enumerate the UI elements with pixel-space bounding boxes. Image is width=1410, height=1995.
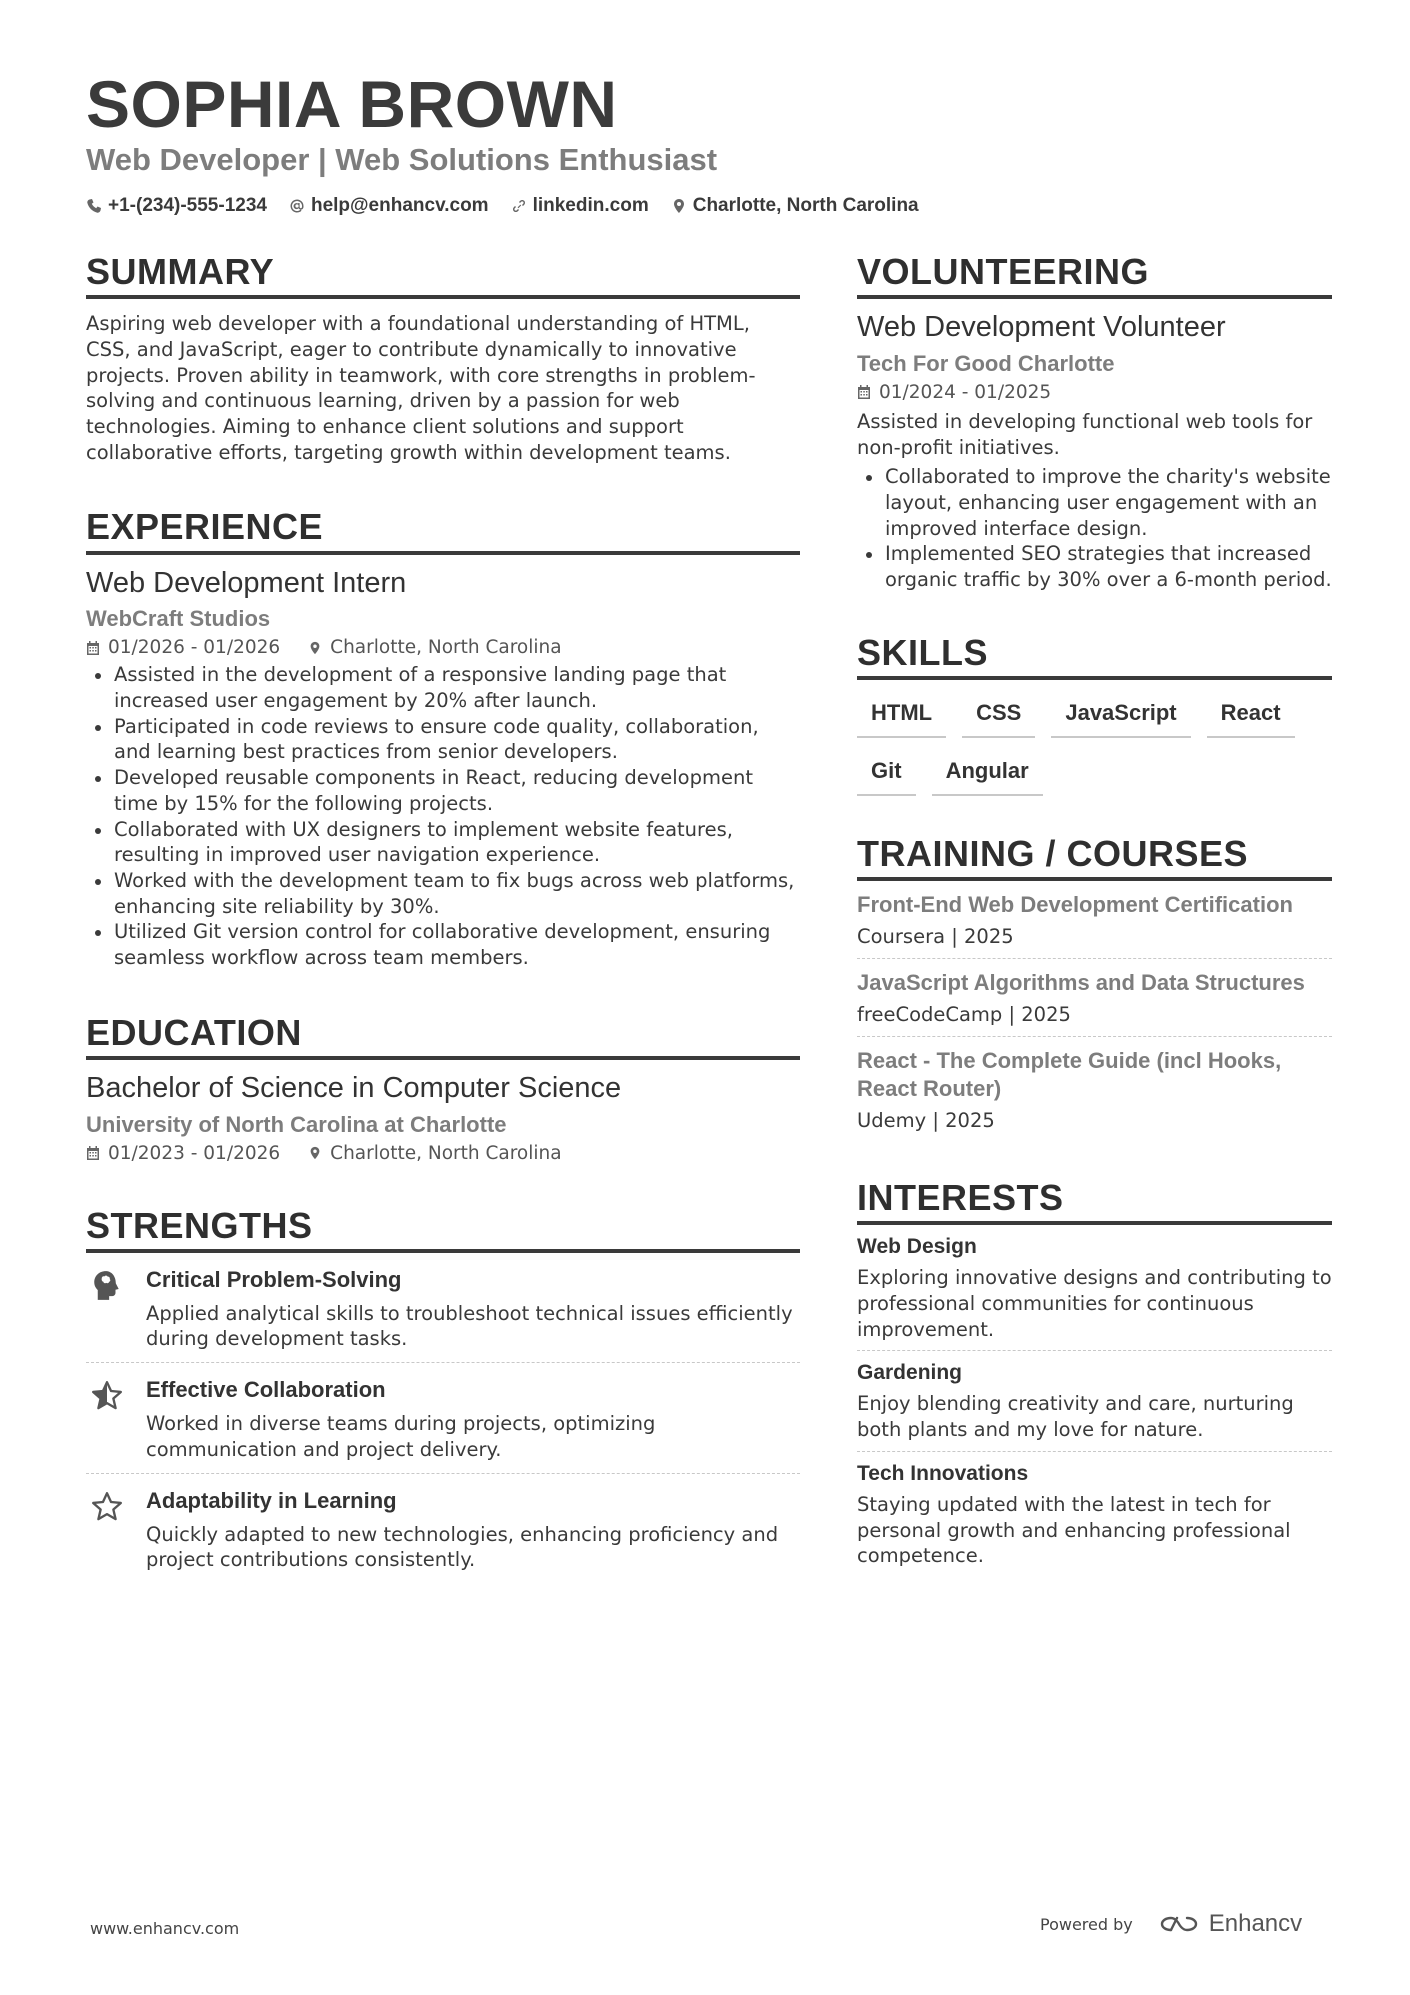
skills-section	[857, 631, 1332, 796]
education-meta	[86, 1143, 800, 1164]
strength-title: Critical Problem-Solving	[146, 1266, 402, 1292]
experience-company: WebCraft Studios	[86, 606, 271, 632]
education-section	[86, 1011, 800, 1164]
interests-title: INTERESTS	[857, 1176, 1332, 1225]
interest-desc: Enjoy blending creativity and care, nurturing both plants and my love for nature.	[857, 1392, 1294, 1442]
training-section	[857, 832, 1332, 1142]
enhancv-logo-text: Enhancv	[1208, 1910, 1303, 1937]
interest-item	[857, 1351, 1332, 1451]
education-location-text: Charlotte, North Carolina	[330, 1142, 562, 1164]
contact-email[interactable]	[289, 195, 489, 217]
course-item	[857, 959, 1332, 1037]
strength-desc: Applied analytical skills to troubleshoot technical issues efficiently during development tasks.	[146, 1301, 793, 1351]
volunteering-dates	[857, 382, 1051, 403]
education-degree: Bachelor of Science in Computer Science	[86, 1071, 622, 1104]
course-title: JavaScript Algorithms and Data Structures	[857, 970, 1305, 996]
footer-website[interactable]: www.enhancv.com	[90, 1919, 240, 1938]
interest-desc: Exploring innovative designs and contributing to professional communities for continuous improvement.	[857, 1266, 1332, 1341]
volunteering-meta	[857, 382, 1332, 403]
summary-title: SUMMARY	[86, 250, 800, 299]
interest-desc: Staying updated with the latest in tech for personal growth and enhancing professional competence.	[857, 1492, 1291, 1568]
experience-location	[308, 637, 561, 658]
volunteering-desc: Assisted in developing functional web tools for non-profit initiatives.	[857, 409, 1313, 459]
phone-icon	[86, 198, 102, 214]
strength-item	[86, 1363, 800, 1473]
education-dates	[86, 1143, 280, 1164]
list-item: Utilized Git version control for collaborative development, ensuring seamless workflow across team members.	[86, 919, 800, 970]
experience-role: Web Development Intern	[86, 566, 407, 599]
candidate-name: SOPHIA BROWN	[86, 67, 618, 141]
education-dates-text: 01/2023 - 01/2026	[108, 1142, 281, 1164]
list-item: Worked with the development team to fix bugs across web platforms, enhancing site reliability by 30%.	[86, 868, 800, 919]
star-outline-icon	[90, 1490, 124, 1524]
strength-desc: Quickly adapted to new technologies, enhancing proficiency and project contributions consistently.	[146, 1522, 779, 1572]
course-item	[857, 881, 1332, 959]
interest-item	[857, 1225, 1332, 1351]
strengths-section	[86, 1204, 800, 1583]
star-half-icon	[90, 1379, 124, 1413]
summary-section	[86, 250, 800, 465]
experience-title: EXPERIENCE	[86, 505, 800, 554]
calendar-icon	[86, 1145, 100, 1161]
strengths-title: STRENGTHS	[86, 1204, 800, 1253]
contact-linkedin-text: linkedin.com	[532, 195, 649, 216]
skill-tag: React	[1207, 694, 1295, 738]
strength-desc: Worked in diverse teams during projects, optimizing communication and project delivery.	[146, 1412, 656, 1461]
strength-item	[86, 1253, 800, 1363]
list-item: Participated in code reviews to ensure code quality, collaboration, and learning best practices from senior developers.	[86, 714, 800, 765]
course-title: Front-End Web Development Certification	[857, 892, 1293, 918]
volunteering-bullets	[857, 464, 1332, 593]
experience-dates	[86, 637, 280, 658]
volunteering-role: Web Development Volunteer	[857, 311, 1226, 344]
summary-text: Aspiring web developer with a foundational understanding of HTML, CSS, and JavaScript, eager to contribute dynamically to innovative projects. Proven ability in teamwork, with core strengths in problem-solving and continuous learning, driven by a passion for web technologies. Aiming to enhance client solutions and support collaborative efforts, targeting growth within development teams.	[86, 312, 756, 464]
training-title: TRAINING / COURSES	[857, 832, 1332, 881]
skill-tag: CSS	[962, 694, 1035, 738]
brain-head-icon	[90, 1269, 124, 1303]
contact-phone[interactable]	[86, 195, 267, 217]
list-item: Developed reusable components in React, reducing development time by 15% for the following projects.	[86, 765, 800, 816]
volunteering-org: Tech For Good Charlotte	[857, 350, 1115, 376]
location-icon	[671, 198, 687, 214]
interest-title: Tech Innovations	[857, 1461, 1029, 1485]
link-icon	[511, 198, 527, 214]
education-location	[308, 1143, 561, 1164]
list-item: Implemented SEO strategies that increased organic traffic by 30% over a 6-month period.	[857, 541, 1332, 592]
contact-phone-text: +1-(234)-555-1234	[108, 195, 267, 216]
course-provider: Coursera | 2025	[857, 925, 1014, 949]
strength-title: Adaptability in Learning	[146, 1487, 397, 1513]
footer-branding	[1040, 1910, 1302, 1938]
skill-tag: Angular	[932, 752, 1043, 796]
enhancv-logo[interactable]	[1157, 1910, 1302, 1938]
contact-location-text: Charlotte, North Carolina	[692, 195, 919, 216]
experience-meta	[86, 637, 800, 658]
education-title: EDUCATION	[86, 1011, 800, 1060]
skill-tag: Git	[857, 752, 916, 796]
list-item: Assisted in the development of a responsive landing page that increased user engagement by 20% after launch.	[86, 662, 800, 713]
list-item: Collaborated to improve the charity's website layout, enhancing user engagement with an improved interface design.	[857, 464, 1332, 541]
location-icon	[308, 1145, 322, 1161]
contact-bar	[86, 195, 919, 217]
skills-list	[857, 694, 1332, 796]
skill-tag: JavaScript	[1051, 694, 1190, 738]
contact-email-text: help@enhancv.com	[310, 195, 489, 216]
enhancv-logo-icon	[1157, 1912, 1201, 1936]
experience-section	[86, 505, 800, 970]
headline: Web Developer | Web Solutions Enthusiast	[86, 142, 718, 177]
interests-section	[857, 1176, 1332, 1577]
skill-tag: HTML	[857, 694, 946, 738]
interest-title: Web Design	[857, 1235, 977, 1259]
calendar-icon	[857, 384, 871, 400]
calendar-icon	[86, 640, 100, 656]
contact-linkedin[interactable]	[511, 195, 649, 217]
course-title: React - The Complete Guide (incl Hooks, React Router)	[857, 1048, 1282, 1102]
list-item: Collaborated with UX designers to implement website features, resulting in improved user navigation experience.	[86, 817, 800, 868]
contact-location	[671, 195, 919, 217]
right-column	[857, 250, 1332, 1577]
strength-item	[86, 1474, 800, 1583]
skills-title: SKILLS	[857, 631, 1332, 680]
volunteering-dates-text: 01/2024 - 01/2025	[879, 381, 1052, 403]
course-item	[857, 1037, 1332, 1142]
left-column	[86, 250, 800, 1583]
interest-item	[857, 1452, 1332, 1577]
experience-dates-text: 01/2026 - 01/2026	[108, 637, 281, 659]
location-icon	[308, 640, 322, 656]
volunteering-title: VOLUNTEERING	[857, 250, 1332, 299]
volunteering-section	[857, 250, 1332, 593]
experience-location-text: Charlotte, North Carolina	[330, 637, 562, 659]
course-provider: Udemy | 2025	[857, 1109, 995, 1133]
education-school: University of North Carolina at Charlotte	[86, 1111, 507, 1137]
interest-title: Gardening	[857, 1361, 963, 1385]
powered-by-label: Powered by	[1040, 1914, 1133, 1934]
experience-bullets	[86, 662, 800, 970]
at-icon	[289, 198, 305, 214]
course-provider: freeCodeCamp | 2025	[857, 1003, 1071, 1027]
strength-title: Effective Collaboration	[146, 1377, 386, 1403]
